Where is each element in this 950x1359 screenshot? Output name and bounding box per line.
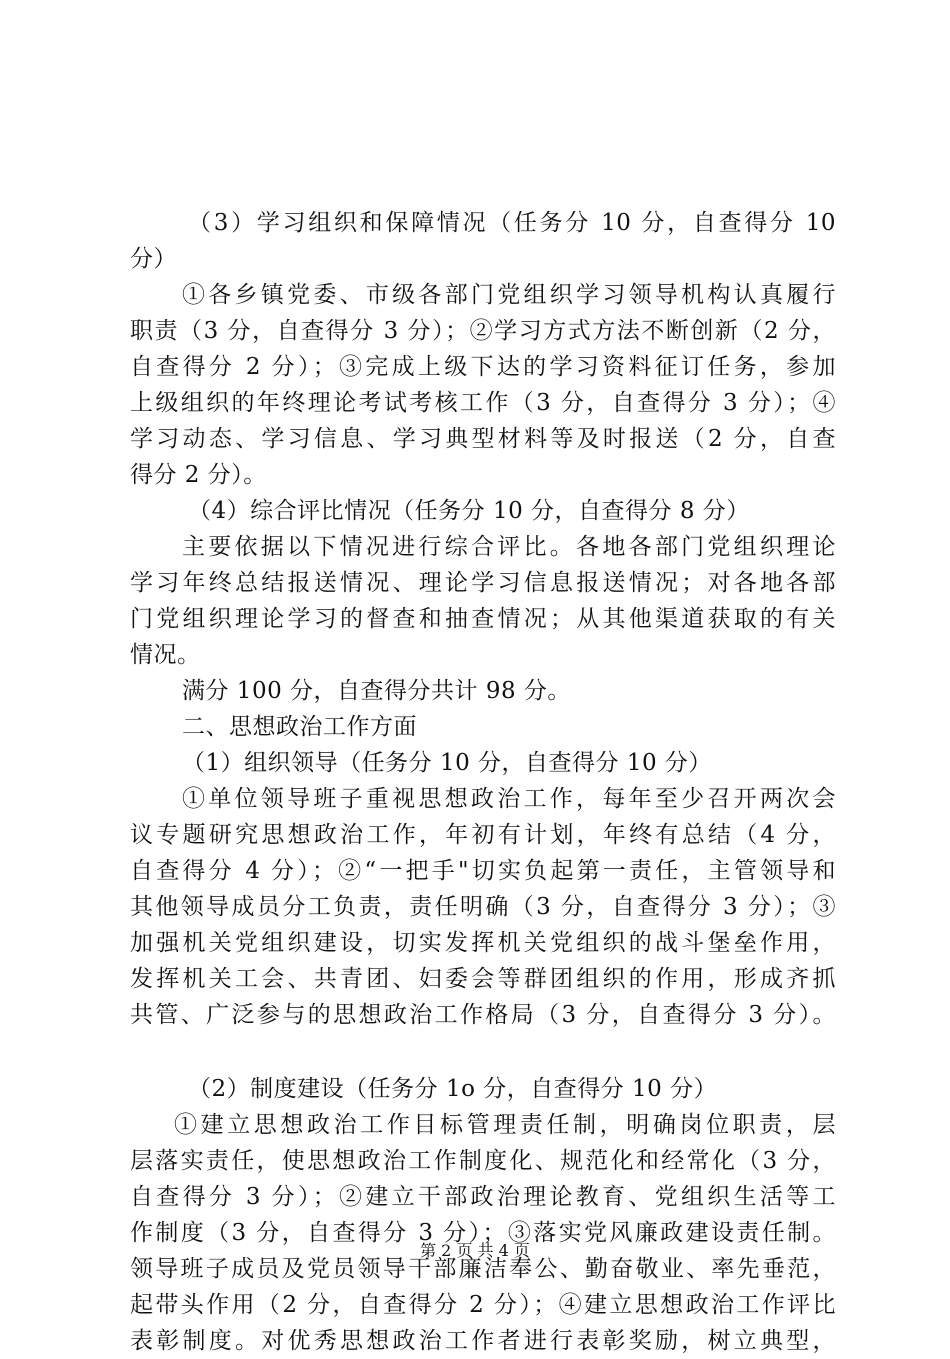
text-line: 分） xyxy=(130,246,177,272)
page-number-footer: 第 2 页 共 4 页 xyxy=(420,1241,530,1260)
text-line: 领导班子成员及党员领导干部廉洁奉公、勤奋敬业、率先垂范， xyxy=(130,1256,836,1282)
section-heading-ideological-work: 二、思想政治工作方面 xyxy=(182,714,417,740)
text-line: 议专题研究思想政治工作，年初有计划，年终有总结（4 分， xyxy=(130,822,836,848)
text-line: 层落实责任，使思想政治工作制度化、规范化和经常化（3 分， xyxy=(130,1148,836,1174)
text-line: 自查得分 3 分）；②建立干部政治理论教育、党组织生活等工 xyxy=(130,1184,836,1210)
paragraph-gap xyxy=(130,1033,836,1071)
text-line: 起带头作用（2 分，自查得分 2 分）；④建立思想政治工作评比 xyxy=(130,1292,836,1318)
text-line: 作制度（3 分，自查得分 3 分）；③落实党风廉政建设责任制。 xyxy=(130,1220,836,1246)
text-line: 学习年终总结报送情况、理论学习信息报送情况；对各地各部 xyxy=(130,570,836,596)
text-line: 情况。 xyxy=(130,642,201,668)
text-line: 上级组织的年终理论考试考核工作（3 分，自查得分 3 分）；④ xyxy=(130,390,836,416)
heading-comprehensive-evaluation: （4）综合评比情况（任务分 10 分，自查得分 8 分） xyxy=(188,498,750,524)
text-line: ①各乡镇党委、市级各部门党组织学习领导机构认真履行 xyxy=(182,282,836,308)
text-line: 加强机关党组织建设，切实发挥机关党组织的战斗堡垒作用， xyxy=(130,930,836,956)
text-line: ①建立思想政治工作目标管理责任制，明确岗位职责，层 xyxy=(174,1112,836,1138)
text-line: 学习动态、学习信息、学习典型材料等及时报送（2 分，自查 xyxy=(130,426,836,452)
text-line: 主要依据以下情况进行综合评比。各地各部门党组织理论 xyxy=(182,534,836,560)
score-total: 满分 100 分，自查得分共计 98 分。 xyxy=(182,678,571,704)
heading-study-organization: （3）学习组织和保障情况（任务分 10 分，自查得分 10 xyxy=(188,210,836,236)
text-line: 自查得分 4 分）；②“一把手"切实负起第一责任，主管领导和 xyxy=(130,858,836,884)
text-line: 职责（3 分，自查得分 3 分）；②学习方式方法不断创新（2 分， xyxy=(130,318,836,344)
text-line: 共管、广泛参与的思想政治工作格局（3 分，自查得分 3 分）。 xyxy=(130,1002,836,1028)
text-line: 得分 2 分）。 xyxy=(130,462,267,488)
text-line: 发挥机关工会、共青团、妇委会等群团组织的作用，形成齐抓 xyxy=(130,966,836,992)
text-line: 表彰制度。对优秀思想政治工作者进行表彰奖励，树立典型， xyxy=(130,1328,836,1354)
text-line: 自查得分 2 分）；③完成上级下达的学习资料征订任务，参加 xyxy=(130,354,836,380)
heading-system-building: （2）制度建设（任务分 1o 分，自查得分 10 分） xyxy=(188,1076,718,1102)
document-body xyxy=(130,205,836,1359)
text-line: 门党组织理论学习的督查和抽查情况；从其他渠道获取的有关 xyxy=(130,606,836,632)
heading-organization-leadership: （1）组织领导（任务分 10 分，自查得分 10 分） xyxy=(182,750,712,776)
text-line: ①单位领导班子重视思想政治工作，每年至少召开两次会 xyxy=(182,786,836,812)
text-line: 其他领导成员分工负责，责任明确（3 分，自查得分 3 分）；③ xyxy=(130,894,836,920)
